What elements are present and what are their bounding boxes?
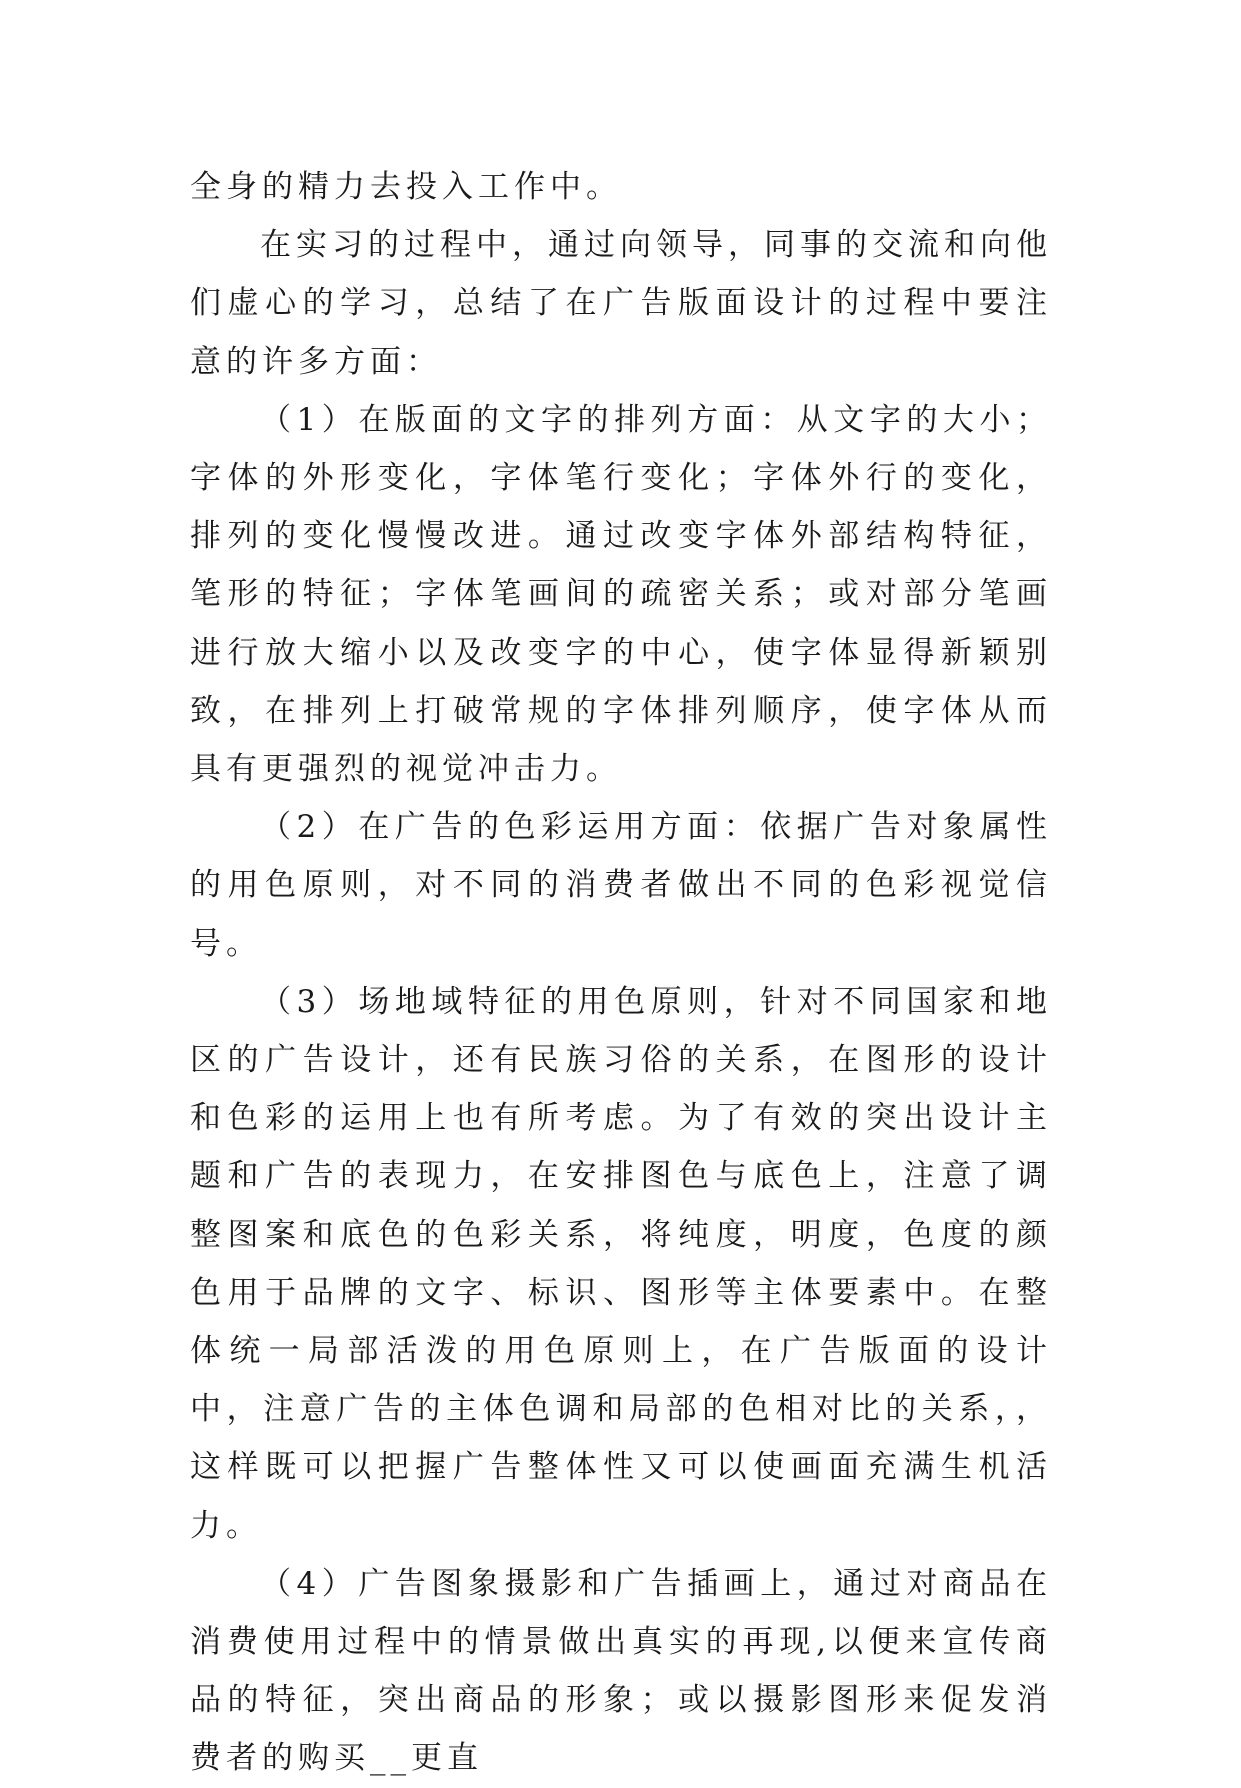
paragraph-item-4: （4）广告图象摄影和广告插画上，通过对商品在消费使用过程中的情景做出真实的再现,以便来宣传商品的特征，突出商品的形象；或以摄影图形来促发消费者的购买__更直 — [190, 1565, 1052, 1777]
paragraph-item-1: （1）在版面的文字的排列方面：从文字的大小；字体的外形变化，字体笔行变化；字体外行的变化，排列的变化慢慢改进。通过改变字体外部结构特征，笔形的特征；字体笔画间的疏密关系；或对部分笔画进行放大缩小以及改变字的中心，使字体显得新颖别致，在排列上打破常规的字体排列顺序，使字体从而具有更强烈的视觉冲击力。 — [190, 401, 1052, 788]
paragraph-item-3: （3）场地域特征的用色原则，针对不同国家和地区的广告设计，还有民族习俗的关系，在图形的设计和色彩的运用上也有所考虑。为了有效的突出设计主题和广告的表现力，在安排图色与底色上，注意了调整图案和底色的色彩关系，将纯度，明度，色度的颜色用于品牌的文字、标识、图形等主体要素中。在整体统一局部活泼的用色原则上，在广告版面的设计中，注意广告的主体色调和局部的色相对比的关系，，这样既可以把握广告整体性又可以使画面充满生机活力。 — [190, 983, 1052, 1544]
paragraph-intro: 在实习的过程中，通过向领导，同事的交流和向他们虚心的学习，总结了在广告版面设计的过程中要注意的许多方面： — [190, 227, 1052, 380]
paragraph-continuation: 全身的精力去投入工作中。 — [190, 169, 622, 205]
body-text — [190, 158, 1052, 1788]
paragraph-item-2: （2）在广告的色彩运用方面：依据广告对象属性的用色原则，对不同的消费者做出不同的色彩视觉信号。 — [190, 809, 1052, 962]
